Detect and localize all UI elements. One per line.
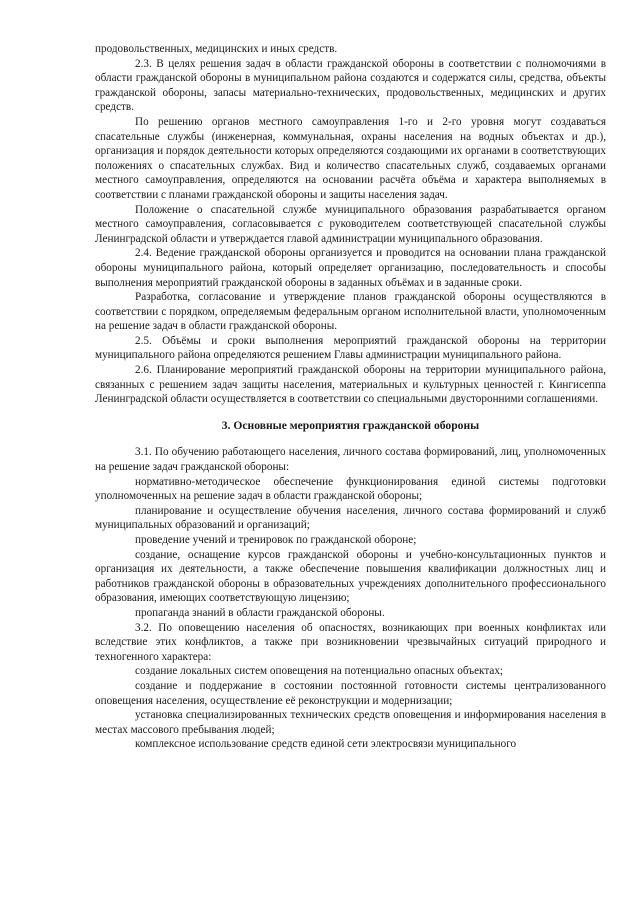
document-body [95, 42, 606, 752]
paragraph: 2.5. Объёмы и сроки выполнения мероприятий гражданской обороны на территории муниципального района определяются решением Главы администрации муниципального района. [95, 334, 606, 362]
paragraph: комплексное использование средств единой сети электросвязи муниципального [135, 738, 517, 751]
paragraph: создание, оснащение курсов гражданской обороны и учебно-консультационных пунктов и организация их деятельности, а также обеспечение повышения квалификации должностных лиц и работников гражданской обороны в образовательных учреждениях дополнительного профессионального образования, имеющих соответствующую лицензию; [95, 548, 606, 605]
paragraph: создание локальных систем оповещения на потенциально опасных объектах; [135, 665, 504, 678]
paragraph: пропаганда знаний в области гражданской обороны. [135, 606, 385, 619]
paragraph: 2.4. Ведение гражданской обороны организуется и проводится на основании плана гражданской обороны муниципального района, который определяет организацию, последовательность и способы выполнения мероприятий гражданской обороны в заданных объёмах и в заданные сроки. [95, 247, 606, 289]
paragraph: 3.2. По оповещению населения об опасностях, возникающих при военных конфликтах или вследствие этих конфликтов, а также при возникновении чрезвычайных ситуаций природного и техногенного характера: [95, 621, 606, 663]
paragraph: Положение о спасательной службе муниципального образования разрабатывается органом местного самоуправления, согласовывается с руководителем соответствующей спасательной службы Ленинградской области и утверждается главой администрации муниципального образования. [95, 203, 606, 245]
section-heading: 3. Основные мероприятия гражданской обороны [221, 418, 480, 432]
paragraph: создание и поддержание в состоянии постоянной готовности системы централизованного оповещения населения, осуществление её реконструкции и модернизации; [95, 679, 606, 707]
paragraph: 2.6. Планирование мероприятий гражданской обороны на территории муниципального района, связанных с решением задач защиты населения, материальных и культурных ценностей г. Кингисеппа Ленинградской области осуществляется в соответствии со специальными двусторонними соглашениями. [95, 364, 606, 406]
paragraph: 2.3. В целях решения задач в области гражданской обороны в соответствии с полномочиями в области гражданской обороны в муниципальном района создаются и содержатся силы, средства, объекты гражданской обороны, запасы материально-технических, продовольственных, медицинских и других средств. [95, 57, 606, 114]
paragraph: нормативно-методическое обеспечение функционирования единой системы подготовки уполномоченных на решение задач в области гражданской обороны; [95, 475, 606, 503]
paragraph: 3.1. По обучению работающего населения, личного состава формирований, лиц, уполномоченных на решение задач гражданской обороны: [95, 446, 606, 474]
paragraph: планирование и осуществление обучения населения, личного состава формирований и служб муниципальных образований и организаций; [95, 504, 606, 532]
paragraph: установка специализированных технических средств оповещения и информирования населения в местах массового пребывания людей; [95, 709, 606, 736]
section-3-text [95, 445, 606, 751]
section-2-text [95, 42, 606, 407]
paragraph: проведение учений и тренировок по гражданской обороне; [135, 534, 417, 546]
paragraph: продовольственных, медицинских и иных средств. [95, 43, 338, 55]
paragraph: Разработка, согласование и утверждение планов гражданской обороны осуществляются в соответствии с порядком, определяемым федеральным органом исполнительной власти, уполномоченным на решение задач в области гражданской обороны. [95, 291, 606, 333]
paragraph: По решению органов местного самоуправления 1-го и 2-го уровня могут создаваться спасательные службы (инженерная, коммунальная, охраны населения на водных объектах и др.), организация и порядок деятельности которых определяются создающими их органами в соответствующих положениях о спасательных службах. Вид и количество спасательных служб, создаваемых органами местного самоуправления, определяются на основании расчёта объёма и характера выполняемых в соответствии с планами гражданской обороны и защиты населения задач. [95, 115, 606, 201]
